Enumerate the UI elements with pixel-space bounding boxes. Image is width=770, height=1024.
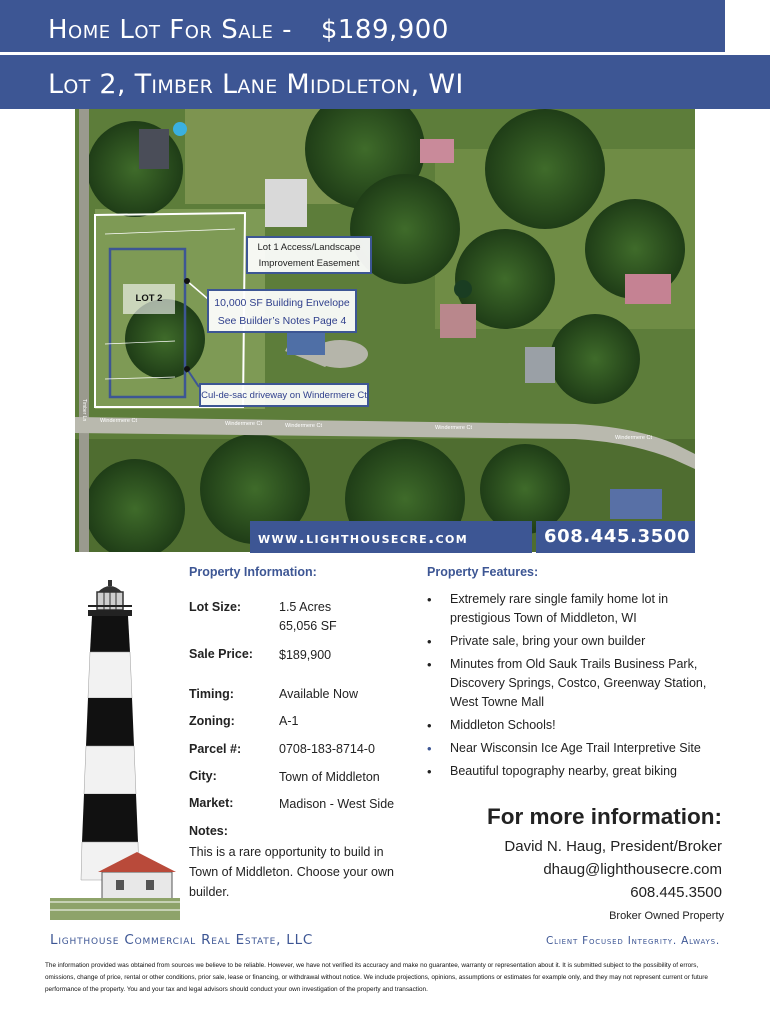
zoning-label: Zoning:: [189, 714, 235, 728]
property-info-heading: Property Information:: [189, 565, 317, 579]
feature-item: • Extremely rare single family home lot in prestigious Town of Middleton, WI: [427, 590, 717, 628]
feature-item: • Minutes from Old Sauk Trails Business Park, Discovery Springs, Costco, Greenway Station, West Towne Mall: [427, 655, 717, 712]
aerial-photo: [75, 109, 695, 552]
building-envelope-callout: 10,000 SF Building Envelope See Builder’s Notes Page 4: [207, 289, 357, 333]
disclaimer-text: The information provided was obtained from sources we believe to be reliable. However, we have not verified its accuracy and make no guarantee, warranty or representation about it. It is submitted subject to the possibility of errors, omissions, change of price, rental or other conditions, prior sale, lease or financing, or withdrawal without notice. We include projections, opinions, assumptions or estimates for example only, and they may not represent current or future performance of the property. You and your tax and legal advisors should conduct your own investigation of the property and transaction.: [45, 962, 708, 993]
road-label: Windermere Ct: [285, 423, 322, 429]
feature-item: • Private sale, bring your own builder: [427, 632, 717, 651]
website-link[interactable]: www.lighthousecre.com: [250, 521, 532, 553]
city-value: Town of Middleton: [279, 770, 380, 784]
notes-heading: Notes:: [189, 824, 228, 838]
road-label: Windermere Ct: [435, 425, 472, 431]
street-label: Timber Ln: [81, 399, 87, 422]
property-features-heading: Property Features:: [427, 565, 539, 579]
sale-price-label: Sale Price:: [189, 647, 253, 661]
phone-link[interactable]: 608.445.3500: [536, 521, 695, 553]
access-easement-callout: Lot 1 Access/Landscape Improvement Easement: [246, 236, 372, 274]
listing-price: $189,900: [320, 15, 449, 45]
lot-size-label: Lot Size:: [189, 600, 242, 614]
address-banner: [0, 55, 770, 109]
feature-item: • Middleton Schools!: [427, 716, 717, 735]
broker-owned-note: Broker Owned Property: [609, 910, 724, 922]
market-label: Market:: [189, 796, 234, 810]
listing-title: Home Lot For Sale -: [48, 15, 293, 45]
timing-value: Available Now: [279, 687, 358, 701]
sale-price-value: $189,900: [279, 648, 332, 662]
road-label: Windermere Ct: [100, 418, 137, 424]
parcel-label: Parcel #:: [189, 742, 242, 756]
notes-text: This is a rare opportunity to build in Town of Middleton. Choose your own builder.: [189, 845, 394, 899]
aerial-map-image: [75, 109, 695, 552]
lighthouse-image: [50, 580, 180, 920]
listing-address: Lot 2, Timber Lane Middleton, WI: [48, 69, 464, 100]
company-tagline: Client Focused Integrity. Always.: [545, 935, 720, 947]
parcel-value: 0708-183-8714-0: [279, 742, 375, 756]
company-name: Lighthouse Commercial Real Estate, LLC: [50, 932, 314, 948]
market-value: Madison - West Side: [279, 797, 395, 811]
driveway-callout: Cul-de-sac driveway on Windermere Ct: [199, 383, 369, 407]
more-info-heading: For more information:: [487, 804, 722, 829]
features-list: [427, 590, 717, 785]
city-label: City:: [189, 769, 217, 783]
lot-label: LOT 2: [135, 293, 163, 304]
broker-name: David N. Haug, President/Broker: [504, 838, 722, 855]
road-label: Windermere Ct: [225, 421, 262, 427]
title-banner: [0, 0, 725, 52]
timing-label: Timing:: [189, 687, 234, 701]
feature-item: • Beautiful topography nearby, great biking: [427, 762, 717, 781]
feature-item: • Near Wisconsin Ice Age Trail Interpretive Site: [427, 739, 717, 758]
broker-phone[interactable]: 608.445.3500: [630, 884, 722, 901]
zoning-value: A-1: [279, 714, 299, 728]
lot-size-value: 1.5 Acres 65,056 SF: [279, 600, 337, 633]
broker-email-link[interactable]: dhaug@lighthousecre.com: [543, 861, 722, 878]
road-label: Windermere Ct: [615, 435, 652, 441]
